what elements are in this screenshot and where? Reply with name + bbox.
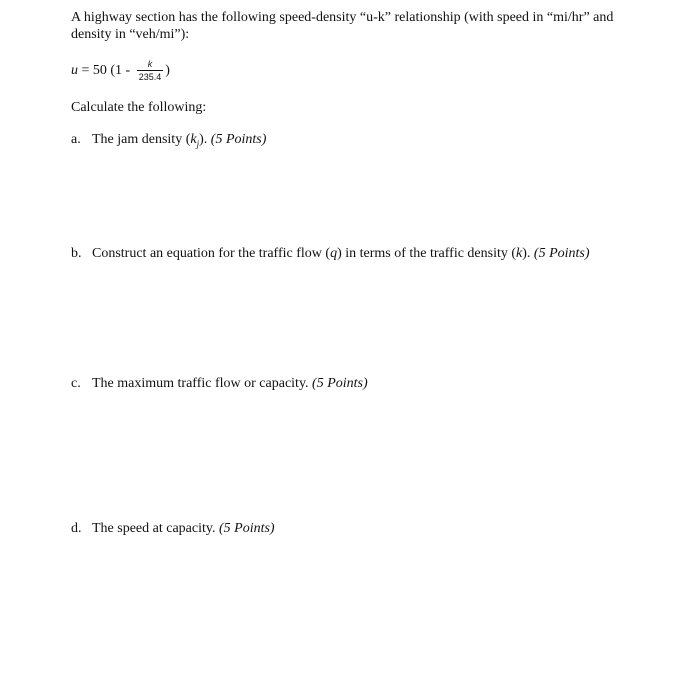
equation-close: ) (165, 63, 170, 78)
question-b-symbol-1: q (330, 246, 338, 261)
question-b (71, 245, 590, 262)
question-c-points: (5 Points) (312, 376, 368, 391)
question-c-letter: c. (71, 376, 81, 391)
calculate-label: Calculate the following: (71, 100, 207, 115)
problem-statement-text: A highway section has the following speed-density “u-k” relationship (with speed in “mi/hr” and density in “veh/mi”): (71, 10, 614, 42)
question-a (71, 131, 266, 153)
question-b-points: (5 Points) (533, 246, 590, 261)
question-a-text-after: ). (199, 132, 211, 147)
fraction-denominator: 235.4 (138, 72, 162, 82)
question-a-symbol: k (190, 132, 197, 147)
question-a-points: (5 Points) (210, 132, 267, 147)
question-d (71, 520, 275, 537)
question-a-subscript: j (196, 138, 200, 149)
question-b-symbol-2: k (516, 246, 523, 261)
equation-fraction (137, 59, 164, 83)
equation-prefix: = 50 (1 - (78, 63, 134, 78)
question-a-text-before: The jam density ( (92, 132, 191, 147)
question-b-text-3: ). (522, 246, 534, 261)
speed-density-equation (71, 54, 170, 88)
question-a-letter: a. (71, 132, 81, 147)
question-b-text-1: Construct an equation for the traffic flow ( (92, 246, 331, 261)
equation-lhs: u (71, 63, 78, 78)
question-b-letter: b. (71, 246, 82, 261)
question-b-text-2: ) in terms of the traffic density ( (337, 246, 517, 261)
question-c (71, 375, 368, 392)
problem-statement (71, 9, 646, 43)
question-c-text: The maximum traffic flow or capacity. (92, 376, 313, 391)
question-d-text: The speed at capacity. (92, 521, 219, 536)
fraction-numerator: k (147, 59, 153, 69)
question-d-points: (5 Points) (218, 521, 275, 536)
question-d-letter: d. (71, 521, 82, 536)
